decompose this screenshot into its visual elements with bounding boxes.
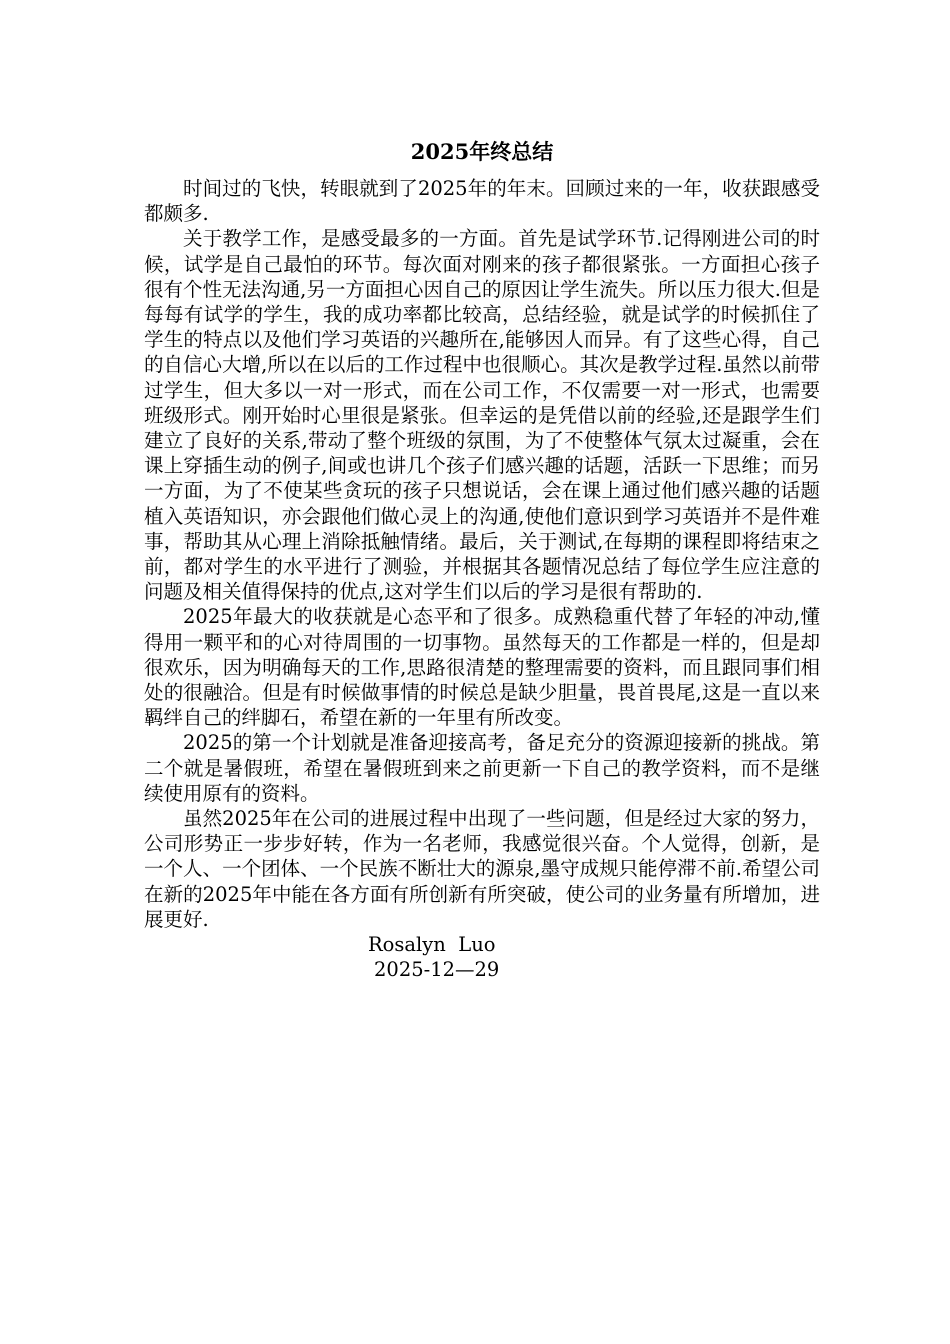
paragraph-teaching: 关于教学工作，是感受最多的一方面。首先是试学环节.记得刚进公司的时候，试学是自己最怕的环节。每次面对刚来的孩子都很紧张。一方面担心孩子很有个性无法沟通,另一方面担心因自己的原因让学生流失。所以压力很大.但是每每有试学的学生，我的成功率都比较高，总结经验，就是试学的时候抓住了学生的特点以及他们学习英语的兴趣所在,能够因人而异。有了这些心得，自己的自信心大增,所以在以后的工作过程中也很顺心。其次是教学过程.虽然以前带过学生，但大多以一对一形式，而在公司工作，不仅需要一对一形式，也需要班级形式。刚开始时心里很是紧张。但幸运的是凭借以前的经验,还是跟学生们建立了良好的关系,带动了整个班级的氛围，为了不使整体气氛太过凝重，会在课上穿插生动的例子,间或也讲几个孩子们感兴趣的话题，活跃一下思维；而另一方面，为了不使某些贪玩的孩子只想说话，会在课上通过他们感兴趣的话题植入英语知识，亦会跟他们做心灵上的沟通,使他们意识到学习英语并不是件难事，帮助其从心理上消除抵触情绪。最后，关于测试,在每期的课程即将结束之前，都对学生的水平进行了测验，并根据其各题情况总结了每位学生应注意的问题及相关值得保持的优点,这对学生们以后的学习是很有帮助的.: [144, 227, 820, 604]
signature-date: 2025-12—29: [374, 958, 500, 982]
document-page: [144, 130, 820, 983]
paragraph-intro: 时间过的飞快，转眼就到了2025年的年末。回顾过来的一年，收获跟感受都颇多.: [144, 177, 820, 226]
paragraph-gains: 2025年最大的收获就是心态平和了很多。成熟稳重代替了年轻的冲动,懂得用一颗平和的心对待周围的一切事物。虽然每天的工作都是一样的，但是却很欢乐，因为明确每天的工作,思路很清楚的整理需要的资料，而且跟同事们相处的很融洽。但是有时候做事情的时候总是缺少胆量，畏首畏尾,这是一直以来羁绊自己的绊脚石，希望在新的一年里有所改变。: [144, 605, 820, 730]
document-title: 2025年终总结: [410, 139, 554, 164]
signature-name: Rosalyn Luo: [368, 933, 496, 957]
paragraph-closing: 虽然2025年在公司的进展过程中出现了一些问题，但是经过大家的努力，公司形势正一步步好转，作为一名老师，我感觉很兴奋。个人觉得，创新，是一个人、一个团体、一个民族不断壮大的源泉,墨守成规只能停滞不前.希望公司在新的2025年中能在各方面有所创新有所突破，使公司的业务量有所增加，进展更好.: [144, 807, 820, 931]
paragraph-plans: 2025的第一个计划就是准备迎接高考，备足充分的资源迎接新的挑战。第二个就是暑假班，希望在暑假班到来之前更新一下自己的教学资料，而不是继续使用原有的资料。: [144, 731, 820, 805]
